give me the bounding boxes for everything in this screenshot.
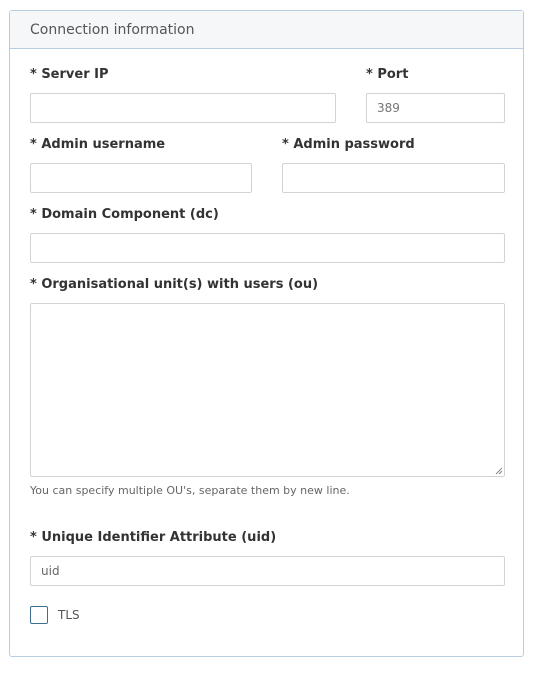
- organisational-units-label: * Organisational unit(s) with users (ou): [30, 277, 319, 292]
- admin-username-input[interactable]: [30, 163, 252, 193]
- admin-password-input[interactable]: [282, 163, 505, 193]
- admin-password-label: * Admin password: [282, 137, 415, 152]
- tls-checkbox[interactable]: [30, 606, 48, 624]
- organisational-units-textarea[interactable]: [30, 303, 505, 477]
- port-input[interactable]: [366, 93, 505, 123]
- admin-username-label: * Admin username: [30, 137, 166, 152]
- domain-component-input[interactable]: [30, 233, 505, 263]
- organisational-units-help: You can specify multiple OU's, separate them by new line.: [30, 484, 350, 497]
- server-ip-input[interactable]: [30, 93, 336, 123]
- tls-label[interactable]: TLS: [58, 608, 80, 622]
- domain-component-label: * Domain Component (dc): [30, 207, 219, 222]
- uid-input[interactable]: [30, 556, 505, 586]
- port-label: * Port: [366, 67, 409, 82]
- server-ip-label: * Server IP: [30, 67, 109, 82]
- panel-title: Connection information: [30, 21, 195, 38]
- panel-header: [10, 11, 523, 49]
- uid-label: * Unique Identifier Attribute (uid): [30, 530, 277, 545]
- resize-grip-icon[interactable]: [495, 467, 503, 475]
